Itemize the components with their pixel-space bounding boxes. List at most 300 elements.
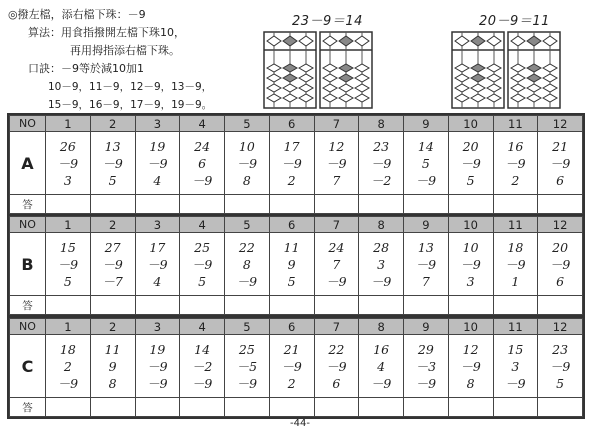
abacus-bead <box>527 64 541 72</box>
problem-cell <box>359 233 404 296</box>
col-header: 10 <box>448 319 493 335</box>
abacus-bead <box>299 84 313 92</box>
answer-cell[interactable] <box>180 398 225 417</box>
abacus-bead <box>527 84 541 92</box>
answer-cell[interactable] <box>493 195 538 214</box>
problem-cell <box>448 132 493 195</box>
operand-3: 4 <box>153 172 162 188</box>
operand-2: －9 <box>57 256 79 272</box>
answer-cell[interactable] <box>269 398 314 417</box>
col-header: 11 <box>493 217 538 233</box>
answer-cell[interactable] <box>359 398 404 417</box>
no-header: NO <box>10 217 46 233</box>
operand-1: 20 <box>462 138 479 154</box>
operand-3: －9 <box>236 375 258 391</box>
problem-cell <box>269 335 314 398</box>
answer-cell[interactable] <box>90 195 135 214</box>
abacus-bead <box>299 94 313 102</box>
col-header: 2 <box>90 217 135 233</box>
example-equation-1: 23－9＝14 <box>292 14 363 29</box>
operand-3: －9 <box>326 273 347 289</box>
abacus-bead <box>511 94 525 102</box>
operand-3: 7 <box>332 172 341 188</box>
abacus-bead <box>323 36 337 46</box>
answer-cell[interactable] <box>225 398 270 417</box>
operand-1: 28 <box>373 239 390 255</box>
answer-cell[interactable] <box>448 296 493 315</box>
problem-cell <box>493 335 538 398</box>
operand-3: 8 <box>466 375 475 391</box>
operand-1: 20 <box>552 239 569 255</box>
abacus-bead <box>355 84 369 92</box>
abacus-bead <box>323 94 337 102</box>
operand-2: －9 <box>326 358 347 374</box>
col-header: 7 <box>314 319 359 335</box>
operand-1: 21 <box>552 138 569 154</box>
exercise-table-a <box>9 115 583 214</box>
problem-cell <box>90 335 135 398</box>
abacus-bead <box>355 64 369 72</box>
problem-cell <box>46 233 91 296</box>
operand-3: 5 <box>466 172 475 188</box>
problem-cell <box>225 335 270 398</box>
col-header: 1 <box>46 116 91 132</box>
col-header: 4 <box>180 319 225 335</box>
header-row <box>10 217 583 233</box>
operand-2: －9 <box>147 358 168 374</box>
abacus-bead <box>455 84 469 92</box>
operand-1: 24 <box>328 239 345 255</box>
operand-3: －9 <box>57 375 79 391</box>
abacus-bead <box>339 64 353 72</box>
operand-3: 8 <box>242 172 251 188</box>
operand-1: 11 <box>283 239 300 255</box>
exercise-block-c <box>7 316 585 419</box>
abacus-illustration-1 <box>262 30 374 110</box>
col-header: 9 <box>404 319 449 335</box>
operand-1: 12 <box>328 138 345 154</box>
operand-1: 25 <box>238 341 255 357</box>
problem-cell <box>448 335 493 398</box>
operand-1: 12 <box>462 341 479 357</box>
operand-1: 13 <box>104 138 121 154</box>
operand-3: －7 <box>102 273 123 289</box>
answer-cell[interactable] <box>46 296 91 315</box>
abacus-bead <box>339 36 353 46</box>
abacus-bead <box>471 36 485 46</box>
operand-1: 17 <box>283 138 300 154</box>
problem-cell <box>46 132 91 195</box>
operand-2: －9 <box>57 155 79 171</box>
operand-2: －9 <box>326 155 347 171</box>
answer-cell[interactable] <box>135 195 180 214</box>
operand-2: －9 <box>147 155 168 171</box>
answer-cell[interactable] <box>225 296 270 315</box>
abacus-bead <box>283 74 297 82</box>
answer-cell[interactable] <box>359 195 404 214</box>
answer-cell[interactable] <box>225 195 270 214</box>
abacus-bead <box>283 64 297 72</box>
col-header: 9 <box>404 116 449 132</box>
abacus-bead <box>299 74 313 82</box>
operand-3: 5 <box>108 172 117 188</box>
abacus-bead <box>355 94 369 102</box>
abacus-bead <box>339 74 353 82</box>
example-equation-2: 20－9＝11 <box>479 14 550 29</box>
col-header: 6 <box>269 319 314 335</box>
col-header: 5 <box>225 319 270 335</box>
abacus-bead <box>543 74 557 82</box>
col-header: 8 <box>359 116 404 132</box>
answer-cell[interactable] <box>359 296 404 315</box>
operand-2: －9 <box>505 256 526 272</box>
operand-1: 16 <box>507 138 524 154</box>
problem-cell <box>180 233 225 296</box>
operand-3: 1 <box>511 273 520 289</box>
answer-row <box>10 398 583 417</box>
abacus-bead <box>511 36 525 46</box>
operand-2: －9 <box>102 155 123 171</box>
exercise-table-b <box>9 216 583 315</box>
instructions <box>8 6 212 114</box>
operand-3: －9 <box>415 375 437 391</box>
abacus-bead <box>527 74 541 82</box>
operand-3: 5 <box>287 273 296 289</box>
abacus-bead <box>455 64 469 72</box>
operand-3: 3 <box>63 172 72 188</box>
operand-1: 14 <box>194 341 211 357</box>
col-header: 3 <box>135 116 180 132</box>
problem-cell <box>135 233 180 296</box>
operand-2: 3 <box>511 358 520 374</box>
operand-1: 14 <box>417 138 434 154</box>
col-header: 6 <box>269 217 314 233</box>
operand-3: 2 <box>287 375 296 391</box>
operand-2: －9 <box>281 358 302 374</box>
no-header: NO <box>10 319 46 335</box>
col-header: 3 <box>135 319 180 335</box>
col-header: 2 <box>90 116 135 132</box>
exercise-block-a <box>7 113 585 216</box>
answer-cell[interactable] <box>448 195 493 214</box>
operand-3: －9 <box>191 375 213 391</box>
problem-cell <box>269 233 314 296</box>
operand-3: 5 <box>63 273 72 289</box>
operand-1: 17 <box>149 239 166 255</box>
operand-2: －9 <box>236 155 258 171</box>
problem-cell <box>314 132 359 195</box>
operand-3: 5 <box>556 375 565 391</box>
answer-cell[interactable] <box>180 195 225 214</box>
answer-cell[interactable] <box>448 398 493 417</box>
operand-1: 27 <box>104 239 121 255</box>
answer-row <box>10 195 583 214</box>
operand-1: 13 <box>417 239 434 255</box>
problem-cell <box>46 335 91 398</box>
header-row <box>10 319 583 335</box>
col-header: 10 <box>448 217 493 233</box>
operand-3: －9 <box>505 375 526 391</box>
abacus-bead <box>267 84 281 92</box>
problem-cell <box>404 335 449 398</box>
problem-row <box>10 132 583 195</box>
col-header: 1 <box>46 217 91 233</box>
col-header: 8 <box>359 217 404 233</box>
operand-2: －5 <box>236 358 258 374</box>
block-label: A <box>10 132 46 195</box>
operand-1: 18 <box>59 341 76 357</box>
problem-cell <box>314 233 359 296</box>
answer-label: 答 <box>10 296 46 315</box>
answer-cell[interactable] <box>538 296 583 315</box>
operand-1: 22 <box>328 341 345 357</box>
abacus-bead <box>543 64 557 72</box>
abacus-bead <box>323 64 337 72</box>
answer-row <box>10 296 583 315</box>
operand-3: －9 <box>370 375 392 391</box>
abacus-bead <box>323 74 337 82</box>
answer-cell[interactable] <box>46 195 91 214</box>
problem-cell <box>90 233 135 296</box>
abacus-bead <box>267 64 281 72</box>
abacus-bead <box>543 94 557 102</box>
operand-3: 2 <box>287 172 296 188</box>
operand-3: －9 <box>370 273 392 289</box>
operand-1: 21 <box>283 341 300 357</box>
abacus-bead <box>487 64 501 72</box>
col-header: 5 <box>225 116 270 132</box>
block-label: B <box>10 233 46 296</box>
operand-3: 6 <box>556 172 565 188</box>
problem-cell <box>180 335 225 398</box>
operand-2: 2 <box>63 358 72 374</box>
abacus-bead <box>339 84 353 92</box>
operand-1: 15 <box>507 341 524 357</box>
operand-3: －9 <box>147 375 168 391</box>
answer-cell[interactable] <box>314 296 359 315</box>
exercise-table-c <box>9 318 583 417</box>
col-header: 3 <box>135 217 180 233</box>
method-line-2: 再用拇指添右檔下珠。 <box>70 44 180 57</box>
operand-2: 9 <box>108 358 117 374</box>
col-header: 12 <box>538 116 583 132</box>
method-line-1: 算法：用食指撥開左檔下珠10， <box>28 26 185 39</box>
operand-1: 24 <box>194 138 211 154</box>
abacus-frame <box>264 32 372 108</box>
abacus-bead <box>527 94 541 102</box>
problem-cell <box>404 233 449 296</box>
operand-2: 9 <box>287 256 296 272</box>
col-header: 9 <box>404 217 449 233</box>
abacus-bead <box>487 36 501 46</box>
operand-1: 23 <box>552 341 569 357</box>
operand-1: 15 <box>59 239 76 255</box>
operand-1: 19 <box>149 138 166 154</box>
answer-cell[interactable] <box>314 398 359 417</box>
mnemonic-examples-1: 10－9，11－9，12－9，13－9， <box>48 81 213 93</box>
operand-1: 18 <box>507 239 524 255</box>
abacus-bead <box>487 74 501 82</box>
problem-cell <box>404 132 449 195</box>
abacus-bead <box>299 36 313 46</box>
problem-cell <box>538 132 583 195</box>
operand-3: 6 <box>556 273 565 289</box>
operand-3: －9 <box>415 172 437 188</box>
operand-2: －9 <box>147 256 168 272</box>
instruction-title: ◎撥左檔，添右檔下珠：－9 <box>8 8 146 21</box>
operand-3: 6 <box>332 375 341 391</box>
abacus-bead <box>471 74 485 82</box>
operand-2: －9 <box>505 155 526 171</box>
operand-3: 3 <box>466 273 475 289</box>
col-header: 2 <box>90 319 135 335</box>
col-header: 10 <box>448 116 493 132</box>
col-header: 11 <box>493 116 538 132</box>
mnemonic-examples-2: 15－9，16－9，17－9，19－9。 <box>48 99 213 111</box>
operand-3: 7 <box>421 273 430 289</box>
problem-cell <box>90 132 135 195</box>
answer-cell[interactable] <box>90 398 135 417</box>
col-header: 5 <box>225 217 270 233</box>
answer-cell[interactable] <box>135 398 180 417</box>
operand-1: 10 <box>462 239 479 255</box>
operand-1: 10 <box>238 138 255 154</box>
mnemonic-line: 口訣：－9等於減10加1 <box>28 62 144 75</box>
col-header: 8 <box>359 319 404 335</box>
operand-1: 19 <box>149 341 166 357</box>
operand-2: －9 <box>191 256 213 272</box>
abacus-bead <box>267 94 281 102</box>
problem-cell <box>493 132 538 195</box>
operand-1: 25 <box>194 239 211 255</box>
operand-1: 23 <box>373 138 390 154</box>
operand-2: －9 <box>549 155 571 171</box>
operand-3: －2 <box>370 172 392 188</box>
operand-2: －9 <box>460 256 481 272</box>
abacus-bead <box>487 94 501 102</box>
answer-cell[interactable] <box>180 296 225 315</box>
problem-cell <box>538 335 583 398</box>
problem-cell <box>359 335 404 398</box>
operand-2: －9 <box>549 256 571 272</box>
abacus-bead <box>355 74 369 82</box>
operand-3: 8 <box>108 375 117 391</box>
answer-label: 答 <box>10 398 46 417</box>
operand-2: －9 <box>415 256 437 272</box>
operand-2: －3 <box>415 358 437 374</box>
abacus-bead <box>527 36 541 46</box>
col-header: 12 <box>538 319 583 335</box>
answer-cell[interactable] <box>404 296 449 315</box>
operand-2: 8 <box>242 256 251 272</box>
page-number: -44- <box>290 418 310 429</box>
col-header: 4 <box>180 217 225 233</box>
answer-cell[interactable] <box>404 195 449 214</box>
problem-cell <box>225 233 270 296</box>
abacus-bead <box>283 94 297 102</box>
col-header: 11 <box>493 319 538 335</box>
abacus-bead <box>455 94 469 102</box>
operand-2: －9 <box>549 358 571 374</box>
problem-cell <box>538 233 583 296</box>
operand-3: 2 <box>511 172 520 188</box>
col-header: 12 <box>538 217 583 233</box>
abacus-bead <box>471 84 485 92</box>
problem-cell <box>448 233 493 296</box>
answer-cell[interactable] <box>538 195 583 214</box>
operand-3: －9 <box>236 273 258 289</box>
operand-1: 29 <box>417 341 434 357</box>
answer-cell[interactable] <box>404 398 449 417</box>
answer-cell[interactable] <box>46 398 91 417</box>
col-header: 4 <box>180 116 225 132</box>
problem-cell <box>225 132 270 195</box>
operand-3: －9 <box>191 172 213 188</box>
no-header: NO <box>10 116 46 132</box>
operand-2: －9 <box>460 155 481 171</box>
abacus-illustration-2 <box>450 30 562 110</box>
abacus-bead <box>299 64 313 72</box>
answer-cell[interactable] <box>269 195 314 214</box>
problem-row <box>10 335 583 398</box>
operand-2: －9 <box>281 155 302 171</box>
operand-2: 4 <box>377 358 386 374</box>
abacus-bead <box>339 94 353 102</box>
problem-cell <box>269 132 314 195</box>
operand-2: 5 <box>421 155 430 171</box>
operand-1: 11 <box>104 341 121 357</box>
col-header: 1 <box>46 319 91 335</box>
problem-cell <box>493 233 538 296</box>
answer-cell[interactable] <box>538 398 583 417</box>
abacus-bead <box>487 84 501 92</box>
operand-2: －9 <box>102 256 123 272</box>
answer-cell[interactable] <box>493 296 538 315</box>
abacus-bead <box>471 94 485 102</box>
operand-1: 16 <box>373 341 390 357</box>
operand-2: －9 <box>460 358 481 374</box>
abacus-bead <box>511 64 525 72</box>
abacus-bead <box>543 84 557 92</box>
answer-cell[interactable] <box>493 398 538 417</box>
exercise-block-b <box>7 214 585 317</box>
abacus-bead <box>267 74 281 82</box>
col-header: 7 <box>314 217 359 233</box>
header-row <box>10 116 583 132</box>
problem-cell <box>135 335 180 398</box>
operand-2: －9 <box>370 155 392 171</box>
problem-cell <box>180 132 225 195</box>
operand-3: 4 <box>153 273 162 289</box>
col-header: 7 <box>314 116 359 132</box>
problem-cell <box>135 132 180 195</box>
problem-row <box>10 233 583 296</box>
answer-label: 答 <box>10 195 46 214</box>
abacus-bead <box>283 84 297 92</box>
abacus-bead <box>267 36 281 46</box>
answer-cell[interactable] <box>314 195 359 214</box>
abacus-bead <box>511 74 525 82</box>
operand-2: 7 <box>332 256 341 272</box>
operand-3: 5 <box>198 273 207 289</box>
col-header: 6 <box>269 116 314 132</box>
abacus-bead <box>471 64 485 72</box>
answer-cell[interactable] <box>135 296 180 315</box>
abacus-bead <box>543 36 557 46</box>
answer-cell[interactable] <box>90 296 135 315</box>
answer-cell[interactable] <box>269 296 314 315</box>
operand-2: 6 <box>198 155 207 171</box>
